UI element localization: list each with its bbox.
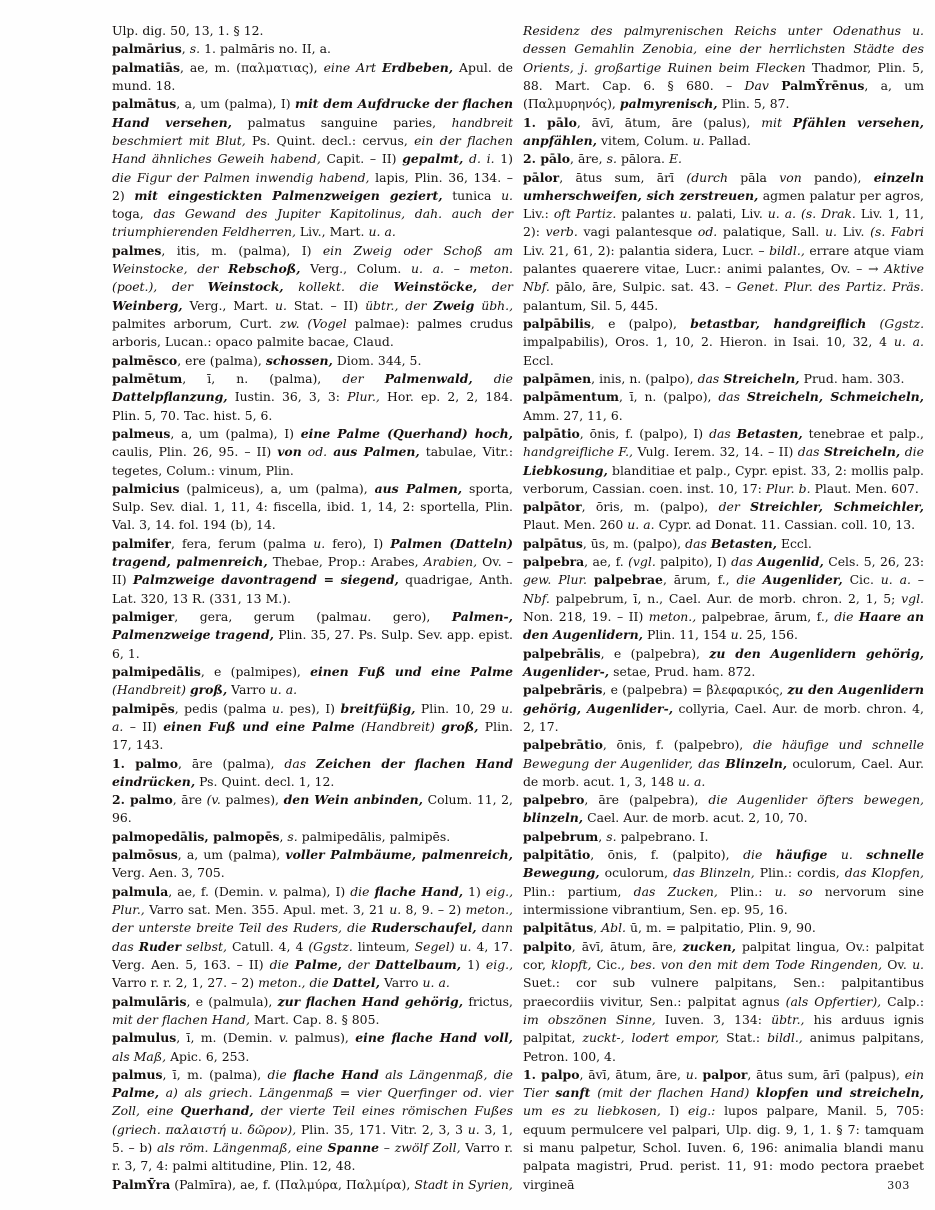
dictionary-entry: palmārius, s. 1. palmāris no. II, a. <box>112 41 331 57</box>
dictionary-entry: palmētum, ī, n. (palma), der Palmenwald, die Dattelpflanzung, Iustin. 36, 3, 3: Plur., Hor. ep. 2, 2, 184. Plin. 5, 70. Tac. hist. 5, 6. <box>112 370 513 423</box>
dictionary-entry: palmēsco, ere (palma), schossen, Diom. 344, 5. <box>112 352 422 368</box>
dictionary-entry: palpāmentum, ī, n. (palpo), das Streicheln, Schmeicheln, Amm. 27, 11, 6. <box>523 389 924 423</box>
page-columns <box>0 22 935 1192</box>
dictionary-entry: palpābilis, e (palpo), betastbar, handgreiflich (Ggstz. impalpabilis), Oros. 1, 10, 2. Hieron. in Isai. 10, 32, 4 u. a. Eccl. <box>523 316 925 368</box>
dictionary-entry: palpebrum, s. palpebrano. I. <box>523 828 709 844</box>
dictionary-entry: palpebrātio, ōnis, f. (palpebro), die häufige und schnelle Bewegung der Augenlider, das Blinzeln, oculorum, Cael. Aur. de morb. acut. 1, 3, 148 u. a. <box>523 737 924 789</box>
dictionary-entry: palpito, āvī, ātum, āre, zucken, palpitat lingua, Ov.: palpitat cor, klopft, Cic., bes. von den mit dem Tode Ringenden, Ov. u. Suet.: cor sub vulnere palpitans, Sen.: palpitantibus praecordiis vivitur, Sen.: palpitat agnus (als Opfertier), Calp.: im obszönen Sinne, Iuven. 3, 134: übtr., his arduus ignis palpitat, zuckt-, lodert empor, Stat.: bildl., animus palpitans, Petron. 100, 4. <box>523 938 925 1064</box>
left-column <box>112 22 514 1192</box>
dictionary-entry: palmus, ī, m. (palma), die flache Hand als Längenmaß, die Palme, a) als griech. Längenmaß = vier Querfinger od. vier Zoll, eine Querhand, der vierte Teil eines römischen Fußes (griech. παλαιστή u. δῶρον), Plin. 35, 171. Vitr. 2, 3, 3 u. 3, 1, 5. – b) als röm. Längenmaß, eine Spanne – zwölf Zoll, Varro r. r. 3, 7, 4: palmi altitudine, Plin. 12, 48. <box>112 1066 513 1174</box>
dictionary-entry: palpebrālis, e (palpebra), zu den Augenlidern gehörig, Augenlider-, setae, Prud. ham. 872. <box>523 645 924 679</box>
dictionary-entry: 1. pālo, āvī, ātum, āre (palus), mit Pfählen versehen, anpfählen, vitem, Colum. u. Pallad. <box>523 114 924 148</box>
dictionary-entry: PalmȲra (Palmīra), ae, f. (Παλμύρα, Παλμίρα), Stadt in Syrien, <box>112 1176 513 1192</box>
dictionary-entry: palpātor, ōris, m. (palpo), der Streichler, Schmeichler, Plaut. Men. 260 u. a. Cypr. ad Donat. 11. Cassian. coll. 10, 13. <box>523 499 924 533</box>
right-column <box>523 22 925 1192</box>
dictionary-entry: palmipedālis, e (palmipes), einen Fuß und eine Palme (Handbreit) groß, Varro u. a. <box>112 663 513 698</box>
dictionary-entry: palpebro, āre (palpebra), die Augenlider öfters bewegen, blinzeln, Cael. Aur. de morb. acut. 2, 10, 70. <box>523 792 924 826</box>
dictionary-entry: palmipēs, pedis (palma u. pes), I) breitfüßig, Plin. 10, 29 u. a. – II) einen Fuß und eine Palme (Handbreit) groß, Plin. 17, 143. <box>112 700 513 753</box>
dictionary-entry: palmiger, gera, gerum (palmau. gero), Palmen-, Palmenzweige tragend, Plin. 35, 27. Ps. Sulp. Sev. app. epist. 6, 1. <box>112 609 513 661</box>
dictionary-entry: palmulāris, e (palmula), zur flachen Hand gehörig, frictus, mit der flachen Hand, Mart. Cap. 8. § 805. <box>112 993 513 1027</box>
dictionary-entry: palmātus, a, um (palma), I) mit dem Aufdrucke der flachen Hand versehen, palmatus sanguine paries, handbreit beschmiert mit Blut, Ps. Quint. decl.: cervus, ein der flachen Hand ähnliches Geweih habend, Capit. – II) gepalmt, d. i. 1) die Figur der Palmen inwendig habend, lapis, Plin. 36, 134. – 2) mit eingestickten Palmenzweigen geziert, tunica u. toga, das Gewand des Jupiter Kapitolinus, dah. auch der triumphierenden Feldherren, Liv., Mart. u. a. <box>112 96 514 240</box>
dictionary-entry: palmicius (palmiceus), a, um (palma), aus Palmen, sporta, Sulp. Sev. dial. 1, 11, 4: fiscella, ibid. 1, 14, 2: sportella, Plin. Val. 3, 14. fol. 194 (b), 14. <box>112 480 513 533</box>
dictionary-entry: Ulp. dig. 50, 13, 1. § 12. <box>112 23 264 38</box>
dictionary-entry: palpitātus, Abl. ū, m. = palpitatio, Plin. 9, 90. <box>523 920 816 936</box>
dictionary-entry: 1. palmo, āre (palma), das Zeichen der flachen Hand eindrücken, Ps. Quint. decl. 1, 12. <box>112 755 513 789</box>
dictionary-entry: palmulus, ī, m. (Demin. v. palmus), eine flache Hand voll, als Maß, Apic. 6, 253. <box>112 1030 513 1064</box>
right-column-entries <box>523 22 924 1194</box>
dictionary-entry: 1. palpo, āvī, ātum, āre, u. palpor, ātus sum, ārī (palpus), ein Tier sanft (mit der flachen Hand) klopfen und streicheln, um es zu liebkosen, I) eig.: lupos palpare, Manil. 5, 705: equum permulcere vel palpari, Ulp. dig. 9, 1, 1. § 7: tamquam si manu palpetur, Schol. Iuven. 6, 196: animalia blandi manu palpata magistri, Prud. perist. 11, 91: modo pectora praebet virgineā <box>523 1066 925 1192</box>
dictionary-entry: 2. palmo, āre (v. palmes), den Wein anbinden, Colum. 11, 2, 96. <box>112 792 513 826</box>
dictionary-entry: palmes, itis, m. (palma), I) ein Zweig oder Schoß am Weinstocke, der Rebschoß, Verg., Colum. u. a. – meton. (poet.), der Weinstock, kollekt. die Weinstöcke, der Weinberg, Verg., Mart. u. Stat. – II) übtr., der Zweig übh., palmites arborum, Curt. zw. (Vogel palmae): palmes crudus arboris, Lucan.: opaco palmite bacae, Claud. <box>112 242 514 350</box>
dictionary-entry: palmeus, a, um (palma), I) eine Palme (Querhand) hoch, caulis, Plin. 26, 95. – II) von od. aus Palmen, tabulae, Vitr.: tegetes, Colum.: vinum, Plin. <box>112 425 514 478</box>
dictionary-entry: palmopedālis, palmopēs, s. palmipedālis, palmipēs. <box>112 828 451 844</box>
page-number: 303 <box>887 1179 910 1192</box>
dictionary-entry: palpebrāris, e (palpebra) = βλεφαρικός, zu den Augenlidern gehörig, Augenlider-, collyria, Cael. Aur. de morb. chron. 4, 2, 17. <box>523 682 924 734</box>
dictionary-entry: palmatiās, ae, m. (παλματιας), eine Art Erdbeben, Apul. de mund. 18. <box>112 59 513 93</box>
dictionary-entry: palpātus, ūs, m. (palpo), das Betasten, Eccl. <box>523 535 812 551</box>
dictionary-entry: palpātio, ōnis, f. (palpo), I) das Betasten, tenebrae et palp., handgreifliche F., Vulg. Ierem. 32, 14. – II) das Streicheln, die Liebkosung, blanditiae et palp., Cypr. epist. 33, 2: mollis palp. verborum, Cassian. coen. inst. 10, 17: Plur. b. Plaut. Men. 607. <box>523 425 924 496</box>
dictionary-entry: palmula, ae, f. (Demin. v. palma), I) die flache Hand, 1) eig., Plur., Varro sat. Men. 355. Apul. met. 3, 21 u. 8, 9. – 2) meton., der unterste breite Teil des Ruders, die Ruderschaufel, dann das Ruder selbst, Catull. 4, 4 (Ggstz. linteum, Segel) u. 4, 17. Verg. Aen. 5, 163. – II) die Palme, der Dattelbaum, 1) eig., Varro r. r. 2, 1, 27. – 2) meton., die Dattel, Varro u. a. <box>112 883 514 991</box>
dictionary-entry: palpitātio, ōnis, f. (palpito), die häufige u. schnelle Bewegung, oculorum, das Blinzeln, Plin.: cordis, das Klopfen, Plin.: partium, das Zucken, Plin.: u. so nervorum sine intermissione vibrantium, Sen. ep. 95, 16. <box>523 847 924 917</box>
dictionary-entry: Residenz des palmyrenischen Reichs unter Odenathus u. dessen Gemahlin Zenobia, eine der herrlichsten Städte des Orients, j. großartige Ruinen beim Flecken Thadmor, Plin. 5, 88. Mart. Cap. 6. § 680. – Dav PalmȲrēnus, a, um (Παλμυρηνός), palmyrenisch, Plin. 5, 87. <box>523 23 924 112</box>
dictionary-entry: 2. pālo, āre, s. pālora. E. <box>523 151 682 167</box>
dictionary-entry: palmifer, fera, ferum (palma u. fero), I) Palmen (Datteln) tragend, palmenreich, Thebae, Prop.: Arabes, Arabien, Ov. – II) Palmzweige davontragend = siegend, quadrigae, Anth. Lat. 320, 13 R. (331, 13 M.). <box>112 535 513 606</box>
dictionary-entry: palpebra, ae, f. (vgl. palpito), I) das Augenlid, Cels. 5, 26, 23: gew. Plur. palpebrae, ārum, f., die Augenlider, Cic. u. a. – Nbf. palpebrum, ī, n., Cael. Aur. de morb. chron. 2, 1, 5; vgl. Non. 218, 19. – II) meton., palpebrae, ārum, f., die Haare an den Augenlidern, Plin. 11, 154 u. 25, 156. <box>523 554 925 643</box>
left-column-entries <box>112 22 513 1194</box>
dictionary-entry: palmōsus, a, um (palma), voller Palmbäume, palmenreich, Verg. Aen. 3, 705. <box>112 847 513 881</box>
dictionary-entry: pālor, ātus sum, ārī (durch pāla von pando), einzeln umherschweifen, sich zerstreuen, agmen palatur per agros, Liv.: oft Partiz. palantes u. palati, Liv. u. a. (s. Drak. Liv. 1, 11, 2): verb. vagi palantesque od. palatique, Sall. u. Liv. (s. Fabri Liv. 21, 61, 2): palantia sidera, Lucr. – bildl., errare atque viam palantes quaerere vitae, Lucr.: animi palantes, Ov. – → Aktive Nbf. pālo, āre, Sulpic. sat. 43. – Genet. Plur. des Partiz. Präs. palantum, Sil. 5, 445. <box>523 169 924 313</box>
dictionary-entry: palpāmen, inis, n. (palpo), das Streicheln, Prud. ham. 303. <box>523 370 905 386</box>
